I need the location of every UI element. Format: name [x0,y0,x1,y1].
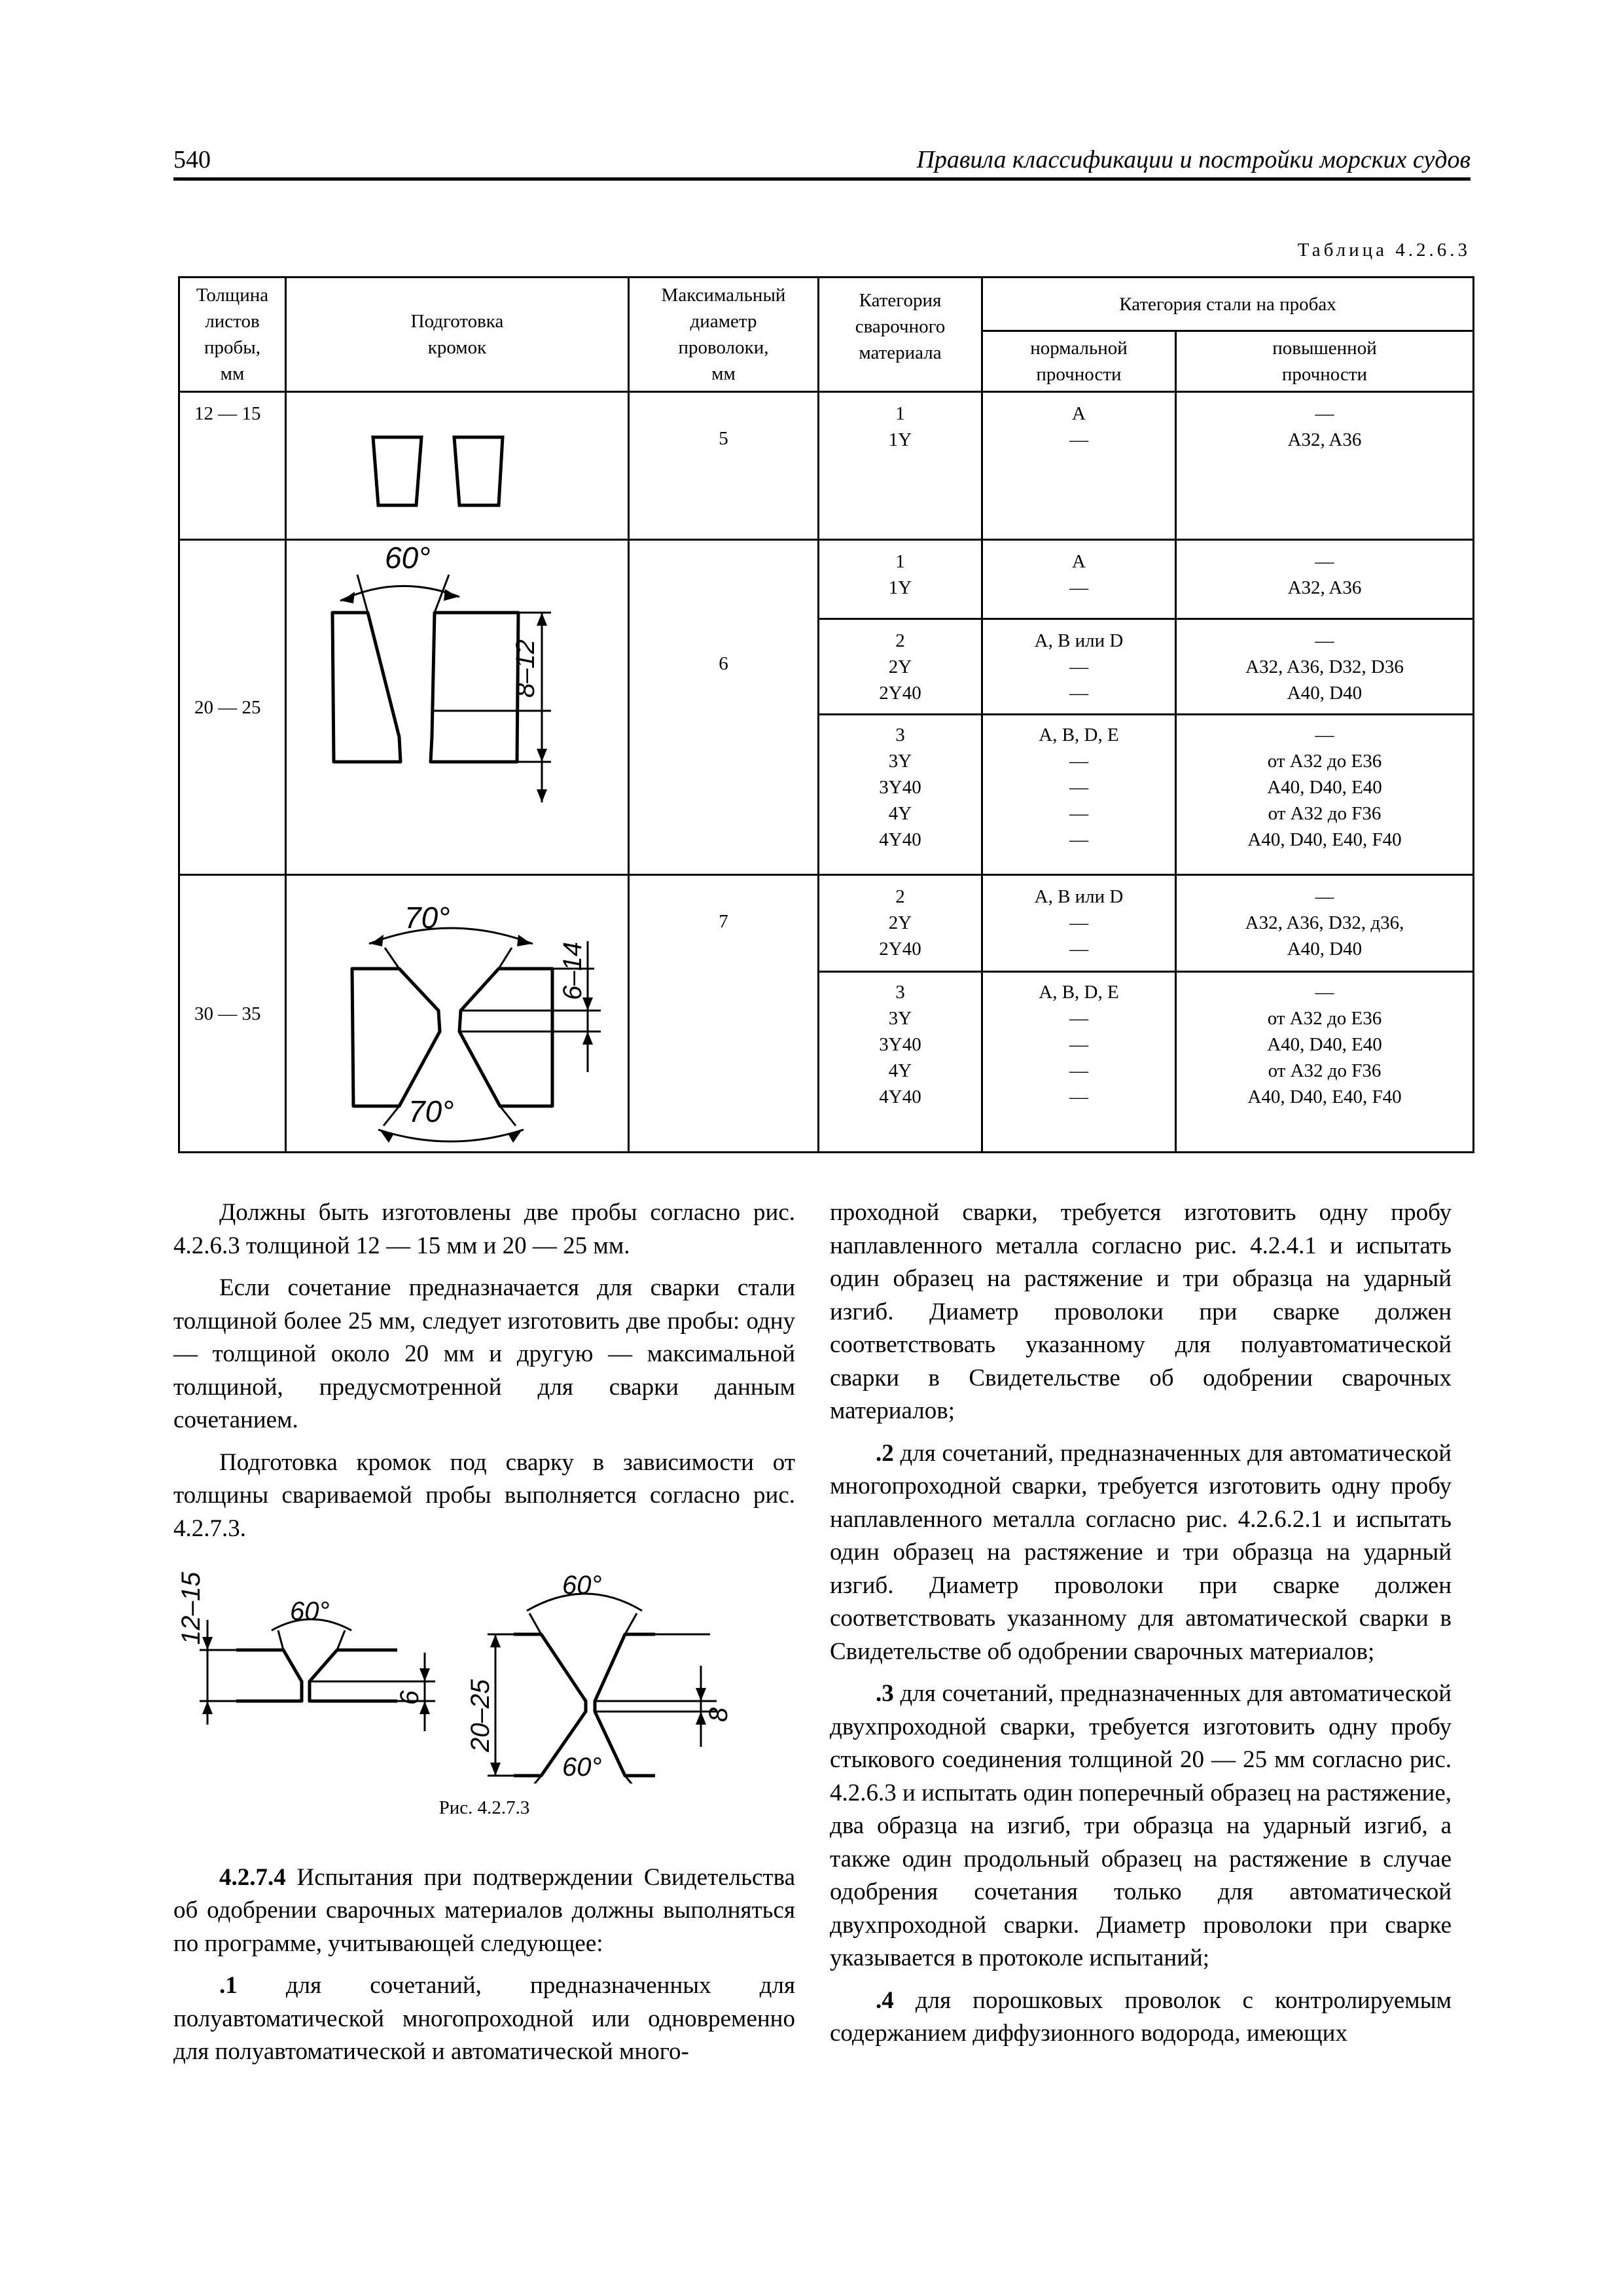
edge-prep-figure-double-v [286,875,629,1153]
left-dimension-label: 6 [395,1690,424,1705]
header-max-diameter: Максимальный диаметр проволоки, мм [629,278,819,392]
category-cell: 2 2Y 2Y40 [819,619,982,715]
table-caption: Таблица 4.2.6.3 [1297,240,1471,260]
header-edge-prep: Подготовка кромок [286,278,629,392]
thickness-cell: 20 — 25 [179,540,286,875]
edge-prep-figure-square [286,391,629,539]
category-cell: 2 2Y 2Y40 [819,875,982,972]
paragraph [830,1677,1452,1975]
angle-label: 60° [385,541,431,575]
normal-cell: A, B, D, E — — — — [982,972,1176,1153]
high-cell: — A32, A36 [1176,391,1474,539]
page-number: 540 [173,146,211,173]
header-rule [173,177,1471,181]
high-cell: — от A32 до E36 A40, D40, E40 от A32 до F36 A40, D40, E40, F40 [1176,715,1474,875]
paragraph [830,1437,1452,1669]
double-v-drawing [287,876,630,1145]
category-cell: 1 1Y [819,540,982,619]
item-text: для сочетаний, предназначенных для полуавтоматической многопроходной или одновременно для полуавтоматической и автоматической много- [173,1972,795,2065]
running-title: Правила классификации и постройки морских судов [916,146,1471,173]
right-thickness-label: 20–25 [466,1679,495,1752]
normal-cell: A, B или D — — [982,619,1176,715]
max-diameter-cell: 6 [629,540,819,875]
item-number: .4 [876,1986,894,2014]
paragraph: проходной сварки, требуется изготовить одну пробу наплавленного металла согласно рис. 4.2.4.1 и испытать один образец на растяжение и три образца на ударный изгиб. Диаметр проволоки при сварке должен соответствовать указанному для полуавтоматической сварки в Свидетельстве об одобрении сварочных материалов; [830,1199,1452,1424]
section-text: Испытания при подтверждении Свидетельства об одобрении сварочных материалов должны выполняться по программе, учитывающей следующее: [173,1863,795,1957]
item-text: для порошковых проволок с контролируемым содержанием диффузионного водорода, имеющих [830,1986,1452,2047]
header-consumable-category: Категория сварочного материала [819,278,982,392]
table-row [179,875,1474,972]
header-steel-category: Категория стали на пробах [982,278,1474,331]
left-column [173,1196,795,2069]
header-normal-strength: нормальной прочности [982,331,1176,392]
edge-prep-drawing [173,1568,795,1784]
welding-table [178,276,1474,1153]
high-cell: — A32, A36 [1176,540,1474,619]
header-high-strength: повышенной прочности [1176,331,1474,392]
page-header [173,145,1471,182]
paragraph [173,1861,795,1961]
max-diameter-cell: 5 [629,391,819,539]
angle-label-bottom: 70° [408,1094,454,1129]
left-angle-label: 60° [290,1597,330,1626]
right-dimension-label: 8 [704,1707,733,1722]
normal-cell: A, B или D — — [982,875,1176,972]
normal-cell: A — [982,540,1176,619]
item-number: .1 [219,1972,238,1999]
figure-caption: Рис. 4.2.7.3 [438,1797,530,1818]
category-cell: 1 1Y [819,391,982,539]
right-column [830,1196,1452,2051]
header-thickness: Толщина листов пробы, мм [179,278,286,392]
item-text: для сочетаний, предназначенных для автоматической многопроходной сварки, требуется изготовить одну пробу наплавленного металла согласно рис. 4.2.6.2.1 и испытать один образец на растяжение и три образца на ударный изгиб. Диаметр проволоки при сварке должен соответствовать указанному для автоматической сварки в Свидетельстве об одобрении сварочных материалов; [830,1439,1452,1665]
normal-cell: A — [982,391,1176,539]
figure-4-2-7-3 [173,1568,795,1784]
high-cell: — от A32 до E36 A40, D40, E40 от A32 до F36 A40, D40, E40, F40 [1176,972,1474,1153]
edge-prep-figure-single-v [286,540,629,875]
thickness-cell: 12 — 15 [179,391,286,539]
item-number: .3 [876,1680,894,1707]
single-v-drawing [287,541,630,867]
right-angle-top-label: 60° [562,1571,602,1600]
normal-cell: A, B, D, E — — — — [982,715,1176,875]
section-number: 4.2.7.4 [219,1863,286,1891]
category-cell: 3 3Y 3Y40 4Y 4Y40 [819,972,982,1153]
high-cell: — A32, A36, D32, D36 A40, D40 [1176,619,1474,715]
left-thickness-label: 12–15 [177,1571,205,1645]
table-row [179,391,1474,539]
max-diameter-cell: 7 [629,875,819,1153]
category-cell: 3 3Y 3Y40 4Y 4Y40 [819,715,982,875]
paragraph [830,1984,1452,2051]
thickness-cell: 30 — 35 [179,875,286,1153]
dimension-label: 8–12 [511,639,540,698]
item-number: .2 [876,1439,894,1467]
paragraph [173,1969,795,2069]
square-butt-drawing [287,393,630,537]
paragraph: Подготовка кромок под сварку в зависимости от толщины свариваемой пробы выполняется согласно рис. 4.2.7.3. [173,1448,795,1542]
angle-label-top: 70° [404,901,450,935]
paragraph: Если сочетание предназначается для сварки стали толщиной более 25 мм, следует изготовить две пробы: одну — толщиной около 20 мм и другую — максимальной толщиной, предусмотренной для сварки данным сочетанием. [173,1274,795,1433]
right-angle-bottom-label: 60° [562,1753,602,1782]
table-row [179,540,1474,619]
dimension-label: 6–14 [558,942,587,1001]
item-text: для сочетаний, предназначенных для автоматической двухпроходной сварки, требуется изготовить одну пробу стыкового соединения толщиной 20 — 25 мм согласно рис. 4.2.6.3 и испытать один поперечный образец на растяжение, два образца на изгиб, три образца на ударный изгиб, а также один продольный образец на растяжение в случае одобрения сочетания только для автоматической двухпроходной сварки. Диаметр проволоки при сварке указывается в протоколе испытаний; [830,1680,1452,1971]
paragraph: Должны быть изготовлены две пробы согласно рис. 4.2.6.3 толщиной 12 — 15 мм и 20 — 25 мм. [173,1199,795,1259]
high-cell: — A32, A36, D32, д36, A40, D40 [1176,875,1474,972]
